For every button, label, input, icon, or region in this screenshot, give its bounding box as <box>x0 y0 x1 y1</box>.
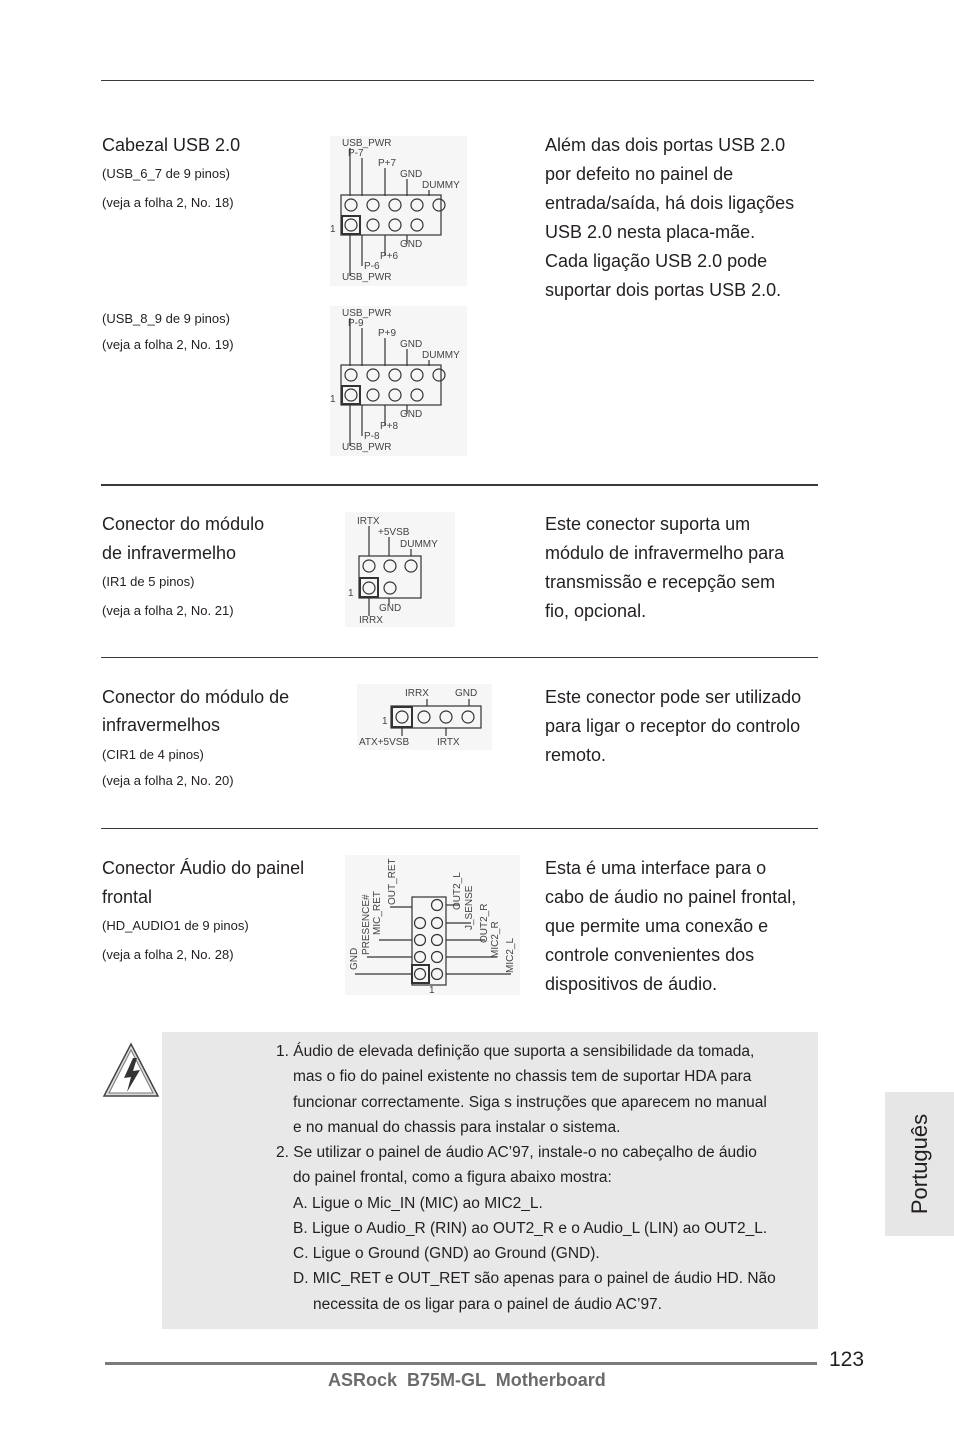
note-line: 2. Se utilizar o painel de áudio AC’97, instale-o no cabeçalho de áudio <box>276 1144 757 1161</box>
cir-description <box>545 683 835 770</box>
cir-title-line2: infravermelhos <box>102 715 221 735</box>
usb-description <box>545 131 835 305</box>
note-step-a: A. Ligue o Mic_IN (MIC) ao MIC2_L. <box>293 1194 543 1212</box>
pin-label: USB_PWR <box>342 272 392 283</box>
pin-label: MIC2_L <box>505 937 516 973</box>
pin-label: GND <box>400 409 423 420</box>
pin-label: MIC_RET <box>372 891 383 935</box>
audio-description <box>545 854 835 999</box>
desc-line: Cada ligação USB 2.0 pode <box>545 251 768 271</box>
pin-label: IRRX <box>405 688 429 699</box>
pin-label: OUT_RET <box>387 858 398 905</box>
pin-one-marker: 1 <box>382 716 388 727</box>
pin-label: USB_PWR <box>342 138 392 149</box>
desc-line: para ligar o receptor do controlo <box>545 716 801 736</box>
pin-label: PRESENCE# <box>361 894 372 955</box>
pin-label: P+6 <box>380 251 399 262</box>
footer-product-name: ASRock B75M-GL Motherboard <box>328 1370 606 1390</box>
hd-audio-pinout-diagram <box>345 855 520 995</box>
pin-label: GND <box>400 339 423 350</box>
cir-title-line1: Conector do módulo de <box>102 687 290 707</box>
desc-line: transmissão e recepção sem <box>545 572 776 592</box>
desc-line: fio, opcional. <box>545 601 647 621</box>
pin-label: MIC2_R <box>490 921 501 958</box>
ir-title-line1: Conector do módulo <box>102 514 265 534</box>
note-line: e no manual do chassis para instalar o sistema. <box>293 1118 621 1136</box>
pin-one-marker: 1 <box>330 224 336 235</box>
section-divider <box>101 828 818 829</box>
note-line: do painel frontal, como a figura abaixo mostra: <box>293 1169 612 1187</box>
desc-line: Este conector pode ser utilizado <box>545 687 802 707</box>
ir-ref: (veja a folha 2, No. 21) <box>102 603 234 618</box>
desc-line: entrada/saída, há dois ligações <box>545 193 795 213</box>
pin-label: OUT2_R <box>479 903 490 943</box>
pin-label: DUMMY <box>400 539 438 550</box>
pin-label: P-7 <box>348 148 364 159</box>
pin-label: P-8 <box>364 431 380 442</box>
pin-label: GND <box>379 603 402 614</box>
desc-line: USB 2.0 nesta placa-mãe. <box>545 222 756 242</box>
section-divider <box>101 657 818 658</box>
pin-label: P-9 <box>348 318 364 329</box>
cir-ref: (veja a folha 2, No. 20) <box>102 773 234 788</box>
desc-line: Além das dois portas USB 2.0 <box>545 135 786 155</box>
warning-icon <box>100 1040 162 1102</box>
usb-header-1-spec: (USB_6_7 de 9 pinos) <box>102 166 230 181</box>
ir-spec: (IR1 de 5 pinos) <box>102 574 195 589</box>
usb-header-title: Cabezal USB 2.0 <box>102 135 241 155</box>
ir-pinout-diagram <box>345 512 455 627</box>
pin-label: P+9 <box>378 328 397 339</box>
note-step-b: B. Ligue o Audio_R (RIN) ao OUT2_R e o Audio_L (LIN) ao OUT2_L. <box>293 1219 768 1237</box>
pin-one-marker: 1 <box>348 588 354 599</box>
pin-one-marker: 1 <box>429 985 435 995</box>
pin-label: +5VSB <box>378 527 410 538</box>
pin-label: IRRX <box>359 615 383 626</box>
ir-description <box>545 510 835 626</box>
usb-header-1-ref: (veja a folha 2, No. 18) <box>102 195 234 210</box>
pin-label: IRTX <box>357 516 380 527</box>
desc-line: suportar dois portas USB 2.0. <box>545 280 782 300</box>
desc-line: dispositivos de áudio. <box>545 974 718 994</box>
note-line: mas o fio do painel existente no chassis tem de suportar HDA para <box>293 1068 752 1086</box>
header-rule <box>101 80 814 81</box>
note-line: funcionar correctamente. Siga s instruções que aparecem no manual <box>293 1093 767 1111</box>
ir-title-line2: de infravermelho <box>102 543 237 563</box>
section-divider <box>101 484 818 486</box>
pin-label: GND <box>400 169 423 180</box>
pin-label: GND <box>400 239 423 250</box>
note-2 <box>276 1140 776 1317</box>
desc-line: Este conector suporta um <box>545 514 751 534</box>
note-step-d: D. MIC_RET e OUT_RET são apenas para o painel de áudio HD. Não <box>293 1270 776 1288</box>
cir-spec: (CIR1 de 4 pinos) <box>102 747 204 762</box>
usb-8-9-pinout-diagram <box>330 306 467 456</box>
pin-label: DUMMY <box>422 350 460 361</box>
notes-panel <box>162 1032 818 1329</box>
desc-line: remoto. <box>545 745 607 765</box>
language-tab-label: Português <box>906 1113 932 1215</box>
pin-label: IRTX <box>437 737 460 748</box>
audio-spec: (HD_AUDIO1 de 9 pinos) <box>102 918 249 933</box>
pin-one-marker: 1 <box>330 394 336 405</box>
pin-label: P+8 <box>380 421 399 432</box>
pin-label: GND <box>455 688 478 699</box>
pin-label: ATX+5VSB <box>359 737 410 748</box>
usb-6-7-pinout-diagram <box>330 136 467 286</box>
page-number: 123 <box>829 1348 865 1371</box>
pin-label: P+7 <box>378 158 397 169</box>
pin-label: GND <box>349 947 360 970</box>
desc-line: que permite uma conexão e <box>545 916 769 936</box>
cir-pinout-diagram <box>357 684 492 750</box>
audio-title-line1: Conector Áudio do painel <box>102 858 305 878</box>
note-step-c: C. Ligue o Ground (GND) ao Ground (GND). <box>293 1245 600 1263</box>
note-line: 1. Áudio de elevada definição que suporta a sensibilidade da tomada, <box>276 1043 755 1060</box>
pin-label: USB_PWR <box>342 442 392 453</box>
note-1 <box>276 1039 767 1140</box>
audio-title-line2: frontal <box>102 887 153 907</box>
footer-rule <box>105 1362 817 1365</box>
pin-label: DUMMY <box>422 180 460 191</box>
pin-label: J_SENSE <box>464 885 475 930</box>
desc-line: cabo de áudio no painel frontal, <box>545 887 797 907</box>
usb-header-2-ref: (veja a folha 2, No. 19) <box>102 337 234 352</box>
desc-line: por defeito no painel de <box>545 164 734 184</box>
desc-line: Esta é uma interface para o <box>545 858 767 878</box>
pin-label: USB_PWR <box>342 308 392 319</box>
desc-line: controle convenientes dos <box>545 945 755 965</box>
usb-header-2-spec: (USB_8_9 de 9 pinos) <box>102 311 230 326</box>
pin-label: OUT2_L <box>452 872 463 910</box>
language-tab <box>885 1092 954 1236</box>
note-line: necessita de os ligar para o painel de áudio AC’97. <box>313 1295 662 1313</box>
desc-line: módulo de infravermelho para <box>545 543 785 563</box>
audio-ref: (veja a folha 2, No. 28) <box>102 947 234 962</box>
pin-label: P-6 <box>364 261 380 272</box>
